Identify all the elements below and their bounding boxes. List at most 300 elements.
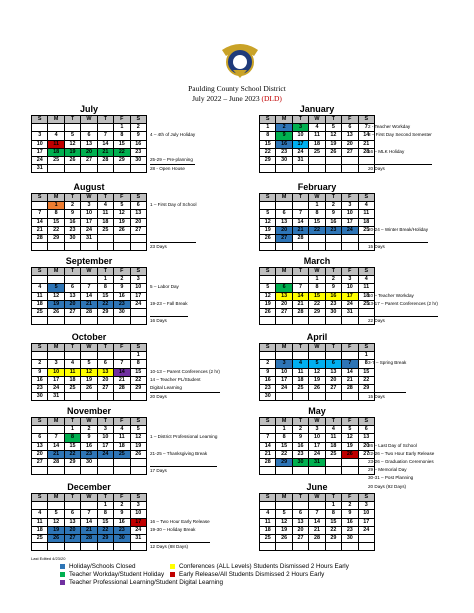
- day-cell: [260, 243, 276, 251]
- month-april: [259, 332, 375, 401]
- day-cell: 17: [292, 140, 308, 148]
- month-name: September: [65, 256, 113, 266]
- weekday-header: S: [32, 194, 48, 202]
- day-cell: [81, 502, 97, 510]
- day-cell: 4: [48, 132, 64, 140]
- day-cell: 3: [81, 202, 97, 210]
- day-cell: 28: [48, 458, 64, 466]
- day-cell: 24: [342, 226, 358, 234]
- day-cell: [260, 352, 276, 360]
- day-cell: [32, 317, 48, 325]
- day-cell: 18: [260, 526, 276, 534]
- weekday-header: T: [325, 418, 341, 426]
- day-cell: [325, 543, 341, 551]
- day-cell: 15: [325, 518, 341, 526]
- day-cell: 27: [342, 148, 358, 156]
- day-cell: 25: [358, 300, 374, 308]
- day-cell: 7: [97, 132, 113, 140]
- event-note: [368, 283, 438, 291]
- day-cell: 24: [309, 450, 325, 458]
- day-cell: 2: [325, 202, 341, 210]
- day-cell: 3: [342, 276, 358, 284]
- event-note: Digital Learning: [150, 384, 182, 390]
- day-cell: [81, 317, 97, 325]
- day-cell: 9: [292, 434, 308, 442]
- day-cell: [358, 543, 374, 551]
- weekday-header: W: [309, 268, 325, 276]
- day-cell: 3: [97, 426, 113, 434]
- day-cell: 31: [130, 534, 146, 542]
- day-cell: 1: [325, 502, 341, 510]
- day-cell: 12: [309, 368, 325, 376]
- legend-swatch: [170, 572, 175, 577]
- month-notes-december: [150, 493, 210, 550]
- day-cell: 13: [325, 368, 341, 376]
- calendar-range-dates: July 2022 – June 2023: [192, 94, 262, 103]
- weekday-header: T: [64, 268, 80, 276]
- month-notes-october: [150, 343, 220, 400]
- day-cell: 9: [81, 434, 97, 442]
- legend-label: Holiday/Schools Closed: [69, 563, 136, 570]
- day-cell: [32, 426, 48, 434]
- day-cell: [309, 317, 325, 325]
- day-cell: 4: [64, 360, 80, 368]
- weekday-header: F: [114, 494, 130, 502]
- day-cell: 14: [342, 368, 358, 376]
- day-cell: [260, 165, 276, 173]
- day-cell: 3: [342, 202, 358, 210]
- day-cell: 11: [48, 140, 64, 148]
- day-cell: 18: [325, 442, 341, 450]
- weekday-header: T: [325, 268, 341, 276]
- day-cell: 29: [48, 234, 64, 242]
- day-cell: 8: [260, 132, 276, 140]
- day-cell: 21: [81, 300, 97, 308]
- event-note: 17 Days: [150, 466, 217, 474]
- day-cell: 30: [325, 308, 341, 316]
- day-cell: 22: [358, 376, 374, 384]
- day-cell: 23: [81, 450, 97, 458]
- day-cell: [342, 165, 358, 173]
- day-cell: 17: [32, 148, 48, 156]
- event-note: 23 Days: [150, 242, 196, 250]
- weekday-header: S: [130, 116, 146, 124]
- day-cell: 31: [342, 308, 358, 316]
- event-note: 12 Days (88 Days): [150, 542, 210, 550]
- day-cell: 15: [97, 292, 113, 300]
- day-cell: 1: [309, 202, 325, 210]
- month-notes-may: [368, 417, 434, 491]
- weekday-header: M: [48, 194, 64, 202]
- day-cell: [130, 234, 146, 242]
- day-cell: 29: [358, 384, 374, 392]
- day-cell: 29: [114, 156, 130, 164]
- day-cell: [276, 276, 292, 284]
- day-cell: 30: [114, 534, 130, 542]
- day-cell: 7: [114, 360, 130, 368]
- month-grid: [259, 493, 375, 551]
- day-cell: [64, 165, 80, 173]
- day-cell: 11: [358, 210, 374, 218]
- weekday-header: S: [260, 494, 276, 502]
- weekday-header: S: [260, 116, 276, 124]
- day-cell: 21: [81, 526, 97, 534]
- day-cell: 5: [130, 426, 146, 434]
- weekday-header: T: [292, 194, 308, 202]
- event-note: [368, 417, 434, 425]
- month-notes-september: [150, 267, 188, 324]
- day-cell: 27: [276, 234, 292, 242]
- event-note: 10 – Teacher Workday: [368, 292, 414, 298]
- day-cell: 19: [64, 148, 80, 156]
- day-cell: 2: [260, 360, 276, 368]
- event-note: [150, 417, 217, 425]
- day-cell: 9: [325, 284, 341, 292]
- legend-row: [60, 579, 460, 587]
- day-cell: 4: [292, 360, 308, 368]
- day-cell: [81, 393, 97, 401]
- day-cell: [292, 352, 308, 360]
- day-cell: 18: [358, 292, 374, 300]
- day-cell: 2: [276, 124, 292, 132]
- day-cell: [130, 317, 146, 325]
- day-cell: 20: [276, 226, 292, 234]
- day-cell: 24: [48, 384, 64, 392]
- day-cell: 28: [292, 234, 308, 242]
- day-cell: 27: [358, 450, 374, 458]
- event-note: 13-17 – Parent Conferences (2 hr): [368, 300, 438, 306]
- day-cell: [276, 202, 292, 210]
- day-cell: 19: [260, 226, 276, 234]
- day-cell: 19: [342, 442, 358, 450]
- event-note: [150, 425, 217, 433]
- day-cell: 30: [32, 393, 48, 401]
- weekday-header: S: [358, 494, 374, 502]
- day-cell: 17: [358, 518, 374, 526]
- month-name: January: [299, 104, 335, 114]
- day-cell: 22: [64, 450, 80, 458]
- day-cell: [32, 467, 48, 475]
- month-notes-january: [368, 115, 432, 172]
- day-cell: 3: [276, 360, 292, 368]
- day-cell: 20: [325, 376, 341, 384]
- day-cell: [81, 124, 97, 132]
- day-cell: [48, 352, 64, 360]
- day-cell: 20: [81, 148, 97, 156]
- weekday-header: S: [358, 194, 374, 202]
- day-cell: 7: [358, 124, 374, 132]
- day-cell: 30: [276, 156, 292, 164]
- day-cell: 24: [292, 148, 308, 156]
- day-cell: [309, 393, 325, 401]
- day-cell: 25: [32, 308, 48, 316]
- day-cell: 17: [97, 442, 113, 450]
- weekday-header: S: [130, 194, 146, 202]
- day-cell: [81, 352, 97, 360]
- day-cell: 14: [358, 132, 374, 140]
- weekday-header: S: [130, 494, 146, 502]
- legend-row: [60, 571, 460, 579]
- day-cell: [309, 352, 325, 360]
- day-cell: 14: [81, 292, 97, 300]
- day-cell: [276, 352, 292, 360]
- event-note: [150, 123, 195, 131]
- day-cell: [276, 165, 292, 173]
- day-cell: [292, 543, 308, 551]
- day-cell: 28: [309, 534, 325, 542]
- month-name: April: [306, 332, 328, 342]
- weekday-header: T: [325, 116, 341, 124]
- day-cell: 4: [114, 426, 130, 434]
- day-cell: 7: [292, 210, 308, 218]
- event-note: 3-7 – Spring Break: [368, 360, 407, 366]
- day-cell: 29: [97, 308, 113, 316]
- day-cell: 22: [309, 300, 325, 308]
- weekday-header: T: [325, 194, 341, 202]
- day-cell: 30: [260, 393, 276, 401]
- event-note: [368, 140, 432, 148]
- day-cell: 6: [32, 434, 48, 442]
- day-cell: 3: [48, 360, 64, 368]
- day-cell: [260, 317, 276, 325]
- day-cell: 2: [64, 202, 80, 210]
- month-name: November: [66, 406, 111, 416]
- month-notes-february: [368, 193, 428, 250]
- legend-item: [60, 579, 223, 586]
- day-cell: 26: [260, 308, 276, 316]
- weekday-header: W: [81, 194, 97, 202]
- day-cell: [114, 317, 130, 325]
- day-cell: [130, 543, 146, 551]
- day-cell: 7: [342, 360, 358, 368]
- day-cell: 29: [64, 458, 80, 466]
- legend-label: Teacher Professional Learning/Student Digital Learning: [69, 579, 224, 586]
- weekday-header: S: [260, 194, 276, 202]
- day-cell: 28: [97, 156, 113, 164]
- month-july: [31, 104, 147, 173]
- day-cell: 12: [325, 132, 341, 140]
- day-cell: [81, 243, 97, 251]
- day-cell: 5: [81, 360, 97, 368]
- month-grid: [259, 115, 375, 173]
- month-notes-april: [368, 343, 406, 400]
- month-may: [259, 406, 375, 475]
- day-cell: 27: [130, 226, 146, 234]
- day-cell: 24: [32, 156, 48, 164]
- day-cell: 5: [260, 210, 276, 218]
- day-cell: 13: [64, 292, 80, 300]
- day-cell: 9: [32, 368, 48, 376]
- day-cell: [342, 243, 358, 251]
- month-grid: [31, 417, 147, 475]
- day-cell: 10: [97, 434, 113, 442]
- day-cell: 20: [97, 376, 113, 384]
- day-cell: 19: [309, 376, 325, 384]
- day-cell: 23: [64, 226, 80, 234]
- weekday-header: T: [325, 494, 341, 502]
- day-cell: 10: [292, 132, 308, 140]
- event-note: 25-29 – Pre-planning: [150, 156, 193, 162]
- day-cell: 10: [130, 510, 146, 518]
- day-cell: 15: [358, 368, 374, 376]
- weekday-header: F: [342, 494, 358, 502]
- event-note: [368, 115, 432, 123]
- day-cell: 20: [32, 450, 48, 458]
- weekday-header: T: [292, 268, 308, 276]
- event-note: [150, 351, 220, 359]
- day-cell: 8: [114, 132, 130, 140]
- weekday-header: S: [32, 268, 48, 276]
- event-note: 16 – MLK Holiday: [368, 148, 405, 154]
- day-cell: [309, 234, 325, 242]
- day-cell: [97, 393, 113, 401]
- weekday-header: F: [342, 344, 358, 352]
- legend-item: [60, 563, 136, 570]
- day-cell: 25: [325, 450, 341, 458]
- day-cell: 21: [292, 300, 308, 308]
- day-cell: 5: [309, 360, 325, 368]
- day-cell: 22: [276, 450, 292, 458]
- weekday-header: M: [276, 194, 292, 202]
- day-cell: 26: [309, 384, 325, 392]
- event-note: 20 Days: [150, 392, 220, 400]
- day-cell: [64, 393, 80, 401]
- day-cell: [114, 467, 130, 475]
- day-cell: 23: [276, 148, 292, 156]
- day-cell: 11: [325, 434, 341, 442]
- weekday-header: S: [130, 268, 146, 276]
- weekday-header: S: [130, 344, 146, 352]
- day-cell: 25: [97, 226, 113, 234]
- weekday-header: F: [342, 116, 358, 124]
- event-note: 15 Days: [368, 392, 406, 400]
- day-cell: 8: [309, 284, 325, 292]
- day-cell: 5: [260, 284, 276, 292]
- month-september: [31, 256, 147, 325]
- weekday-header: F: [114, 418, 130, 426]
- day-cell: 17: [130, 292, 146, 300]
- day-cell: [342, 458, 358, 466]
- day-cell: [309, 156, 325, 164]
- weekday-header: M: [48, 494, 64, 502]
- day-cell: 12: [114, 210, 130, 218]
- event-note: [150, 193, 196, 201]
- day-cell: [114, 165, 130, 173]
- event-note: 14 – Teacher PL/Student: [150, 376, 201, 382]
- day-cell: 6: [81, 132, 97, 140]
- day-cell: [260, 276, 276, 284]
- day-cell: 23: [325, 300, 341, 308]
- day-cell: [130, 243, 146, 251]
- event-note: 1 – First Day of School: [150, 202, 197, 208]
- month-name: February: [297, 182, 337, 192]
- day-cell: [114, 352, 130, 360]
- weekday-header: M: [276, 268, 292, 276]
- day-cell: 7: [292, 284, 308, 292]
- day-cell: [325, 352, 341, 360]
- day-cell: 6: [342, 124, 358, 132]
- event-note: [368, 384, 406, 392]
- month-august: [31, 182, 147, 251]
- day-cell: [97, 234, 113, 242]
- day-cell: 17: [48, 376, 64, 384]
- day-cell: 18: [97, 218, 113, 226]
- day-cell: [276, 543, 292, 551]
- day-cell: 23: [260, 384, 276, 392]
- day-cell: [32, 276, 48, 284]
- day-cell: 5: [114, 202, 130, 210]
- day-cell: 21: [292, 226, 308, 234]
- weekday-header: F: [342, 418, 358, 426]
- day-cell: [48, 543, 64, 551]
- day-cell: [309, 502, 325, 510]
- event-note: [150, 218, 196, 226]
- day-cell: 7: [48, 434, 64, 442]
- day-cell: 3: [292, 124, 308, 132]
- day-cell: 15: [97, 518, 113, 526]
- day-cell: 7: [309, 510, 325, 518]
- day-cell: 11: [309, 132, 325, 140]
- day-cell: 11: [260, 518, 276, 526]
- weekday-header: F: [114, 344, 130, 352]
- day-cell: 18: [309, 140, 325, 148]
- weekday-header: T: [64, 194, 80, 202]
- day-cell: [260, 202, 276, 210]
- weekday-header: S: [358, 344, 374, 352]
- day-cell: 21: [260, 450, 276, 458]
- day-cell: 8: [309, 210, 325, 218]
- event-note: 23-26 – Graduation Ceremonies: [368, 458, 434, 464]
- month-grid: [259, 417, 375, 475]
- month-grid: [31, 493, 147, 551]
- day-cell: 15: [309, 292, 325, 300]
- legend-label: Conferences (ALL Levels) Students Dismissed 2 Hours Early: [179, 563, 349, 570]
- day-cell: 11: [292, 368, 308, 376]
- day-cell: 27: [97, 384, 113, 392]
- day-cell: 26: [48, 308, 64, 316]
- day-cell: 29: [130, 384, 146, 392]
- day-cell: 18: [32, 300, 48, 308]
- day-cell: 15: [130, 368, 146, 376]
- day-cell: [97, 467, 113, 475]
- day-cell: 23: [325, 226, 341, 234]
- day-cell: 14: [260, 442, 276, 450]
- month-name: June: [306, 482, 328, 492]
- weekday-header: M: [48, 344, 64, 352]
- weekday-header: S: [358, 418, 374, 426]
- day-cell: 13: [342, 132, 358, 140]
- day-cell: 13: [292, 518, 308, 526]
- month-name: August: [73, 182, 105, 192]
- day-cell: 29: [325, 534, 341, 542]
- event-note: 26 – Last Day of School: [368, 442, 417, 448]
- event-note: 16 Days: [150, 316, 188, 324]
- day-cell: 18: [64, 376, 80, 384]
- day-cell: 4: [309, 124, 325, 132]
- event-note: [150, 140, 195, 148]
- day-cell: 4: [32, 284, 48, 292]
- day-cell: 12: [81, 368, 97, 376]
- day-cell: [325, 156, 341, 164]
- weekday-header: M: [276, 418, 292, 426]
- day-cell: 5: [342, 426, 358, 434]
- event-note: 30-31 – Post Planning: [368, 475, 414, 481]
- day-cell: 22: [309, 226, 325, 234]
- day-cell: 16: [276, 140, 292, 148]
- day-cell: 5: [64, 132, 80, 140]
- day-cell: 28: [358, 148, 374, 156]
- day-cell: 12: [260, 218, 276, 226]
